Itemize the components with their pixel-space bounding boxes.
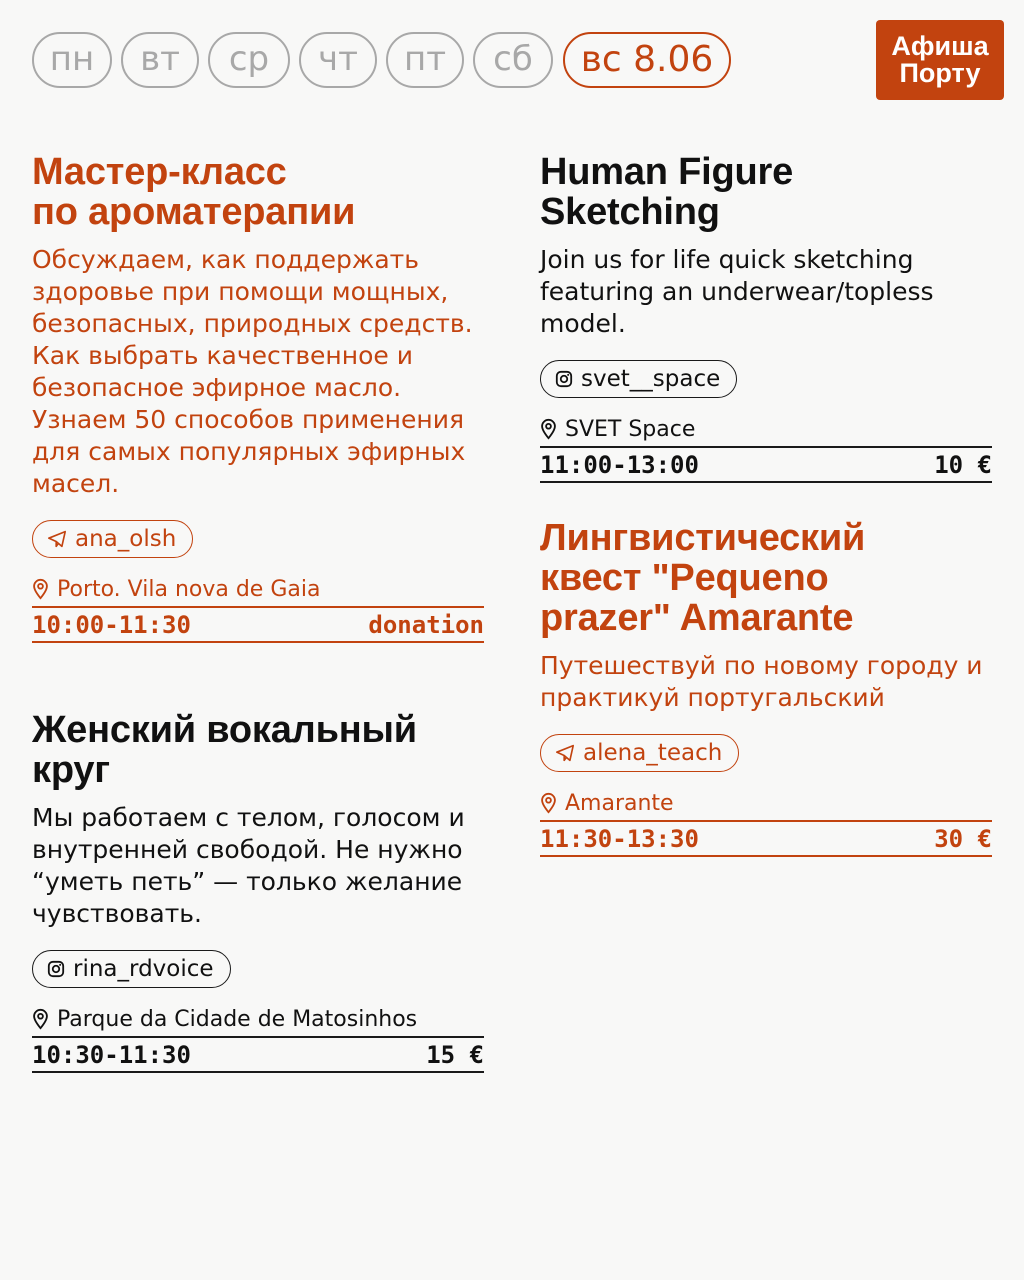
- event-description: Путешествуй по новому городу и практикуй португальский: [540, 651, 983, 712]
- location-pin-icon: [32, 1008, 49, 1030]
- event-time-price: [540, 820, 992, 857]
- location-pin-icon: [540, 792, 557, 814]
- event-time: 11:00-13:00: [540, 450, 699, 479]
- event-card-aromatherapy: [32, 152, 484, 643]
- tab-friday[interactable]: пт: [386, 32, 464, 88]
- event-title-line: Женский вокальный: [32, 709, 417, 751]
- event-title-line: Лингвистический: [540, 517, 866, 559]
- logo-line-1: Афиша: [891, 31, 989, 61]
- event-title-line: Human Figure: [540, 151, 794, 193]
- contact-tag[interactable]: [32, 950, 231, 988]
- contact-handle: rina_rdvoice: [73, 956, 214, 982]
- tab-monday[interactable]: пн: [32, 32, 112, 88]
- event-title: [32, 152, 484, 232]
- event-time-price: [540, 446, 992, 483]
- event-price: 10 €: [934, 450, 992, 479]
- event-location: [540, 790, 992, 816]
- location-text: Parque da Cidade de Matosinhos: [57, 1006, 418, 1032]
- event-card-vocal-circle: [32, 710, 484, 1073]
- brand-logo: [876, 20, 1004, 100]
- tab-sunday-active[interactable]: вс 8.06: [563, 32, 731, 88]
- event-price: 30 €: [934, 824, 992, 853]
- event-time-price: [32, 606, 484, 643]
- event-title: [540, 518, 992, 638]
- contact-handle: ana_olsh: [75, 526, 177, 552]
- event-description: Join us for life quick sketching featuring an underwear/topless model.: [540, 245, 934, 338]
- tab-saturday[interactable]: сб: [473, 32, 553, 88]
- event-title-line: круг: [32, 749, 110, 791]
- logo-line-2: Порту: [899, 58, 981, 88]
- contact-tag[interactable]: [540, 734, 739, 772]
- tab-thursday[interactable]: чт: [299, 32, 377, 88]
- event-location: [32, 1006, 484, 1032]
- event-description: Обсуждаем, как поддержать здоровье при помощи мощных, безопасных, природных средств. Как выбрать качественное и безопасное эфирное масло. Узнаем 50 способов применения для самых популярных эфирных масел.: [32, 245, 473, 498]
- event-title-line: Мастер-класс: [32, 151, 287, 193]
- event-title-line: квест "Pequeno: [540, 557, 829, 599]
- instagram-icon: [555, 370, 573, 388]
- location-pin-icon: [32, 578, 49, 600]
- telegram-icon: [47, 530, 67, 548]
- event-title-line: по ароматерапии: [32, 191, 356, 233]
- contact-tag[interactable]: [540, 360, 737, 398]
- event-title: [32, 710, 484, 790]
- contact-tag[interactable]: [32, 520, 193, 558]
- event-title-line: Sketching: [540, 191, 720, 233]
- event-time-price: [32, 1036, 484, 1073]
- telegram-icon: [555, 744, 575, 762]
- event-location: [540, 416, 992, 442]
- event-time: 10:30-11:30: [32, 1040, 191, 1069]
- location-text: SVET Space: [565, 416, 696, 442]
- event-card-figure-sketching: [540, 152, 992, 483]
- tab-tuesday[interactable]: вт: [121, 32, 199, 88]
- event-description: Мы работаем с телом, голосом и внутренней свободой. Не нужно “уметь петь” — только желание чувствовать.: [32, 803, 465, 928]
- event-time: 11:30-13:30: [540, 824, 699, 853]
- location-text: Amarante: [565, 790, 674, 816]
- contact-handle: alena_teach: [583, 740, 723, 766]
- event-price: 15 €: [426, 1040, 484, 1069]
- location-pin-icon: [540, 418, 557, 440]
- location-text: Porto. Vila nova de Gaia: [57, 576, 321, 602]
- event-title-line: prazer" Amarante: [540, 597, 854, 639]
- event-price: donation: [368, 610, 484, 639]
- instagram-icon: [47, 960, 65, 978]
- contact-handle: svet__space: [581, 366, 721, 392]
- event-title: [540, 152, 992, 232]
- event-card-linguistic-quest: [540, 518, 992, 857]
- event-time: 10:00-11:30: [32, 610, 191, 639]
- tab-wednesday[interactable]: ср: [208, 32, 290, 88]
- event-location: [32, 576, 484, 602]
